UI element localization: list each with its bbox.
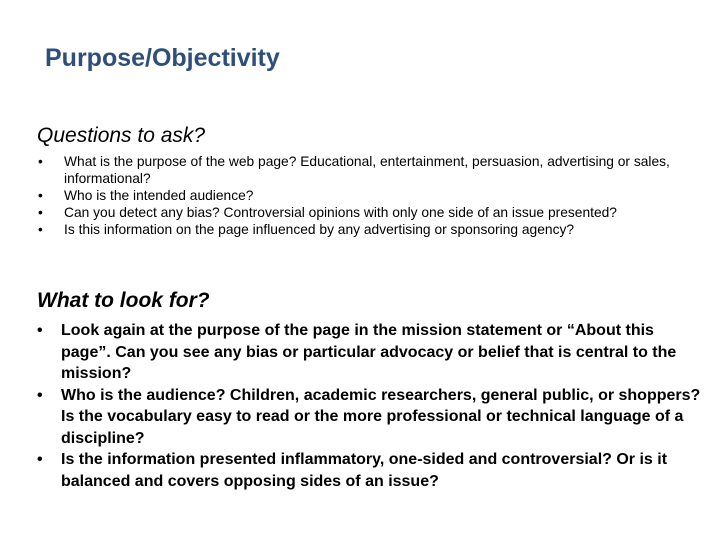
questions-list <box>38 153 713 238</box>
list-item-text: Who is the intended audience? <box>64 188 254 203</box>
list-item-text: Can you detect any bias? Controversial opinions with only one side of an issue presented? <box>64 205 617 220</box>
list-item <box>38 204 713 221</box>
bullet-icon: • <box>37 386 43 404</box>
slide-title: Purpose/Objectivity <box>45 44 280 72</box>
list-item-text: Look again at the purpose of the page in the mission statement or “About this page”. Can you see any bias or particular advocacy or belief that is central to the mission? <box>61 322 677 382</box>
list-item <box>37 320 707 385</box>
list-item-text: Is the information presented inflammatory, one-sided and controversial? Or is it balanced and covers opposing sides of an issue? <box>61 451 668 490</box>
list-item-text: Is this information on the page influenced by any advertising or sponsoring agency? <box>64 222 575 237</box>
look-for-list <box>37 320 707 492</box>
list-item-text: What is the purpose of the web page? Educational, entertainment, persuasion, advertising or sales, informational? <box>64 154 670 186</box>
bullet-icon: • <box>37 322 43 339</box>
list-item <box>37 385 707 450</box>
list-item <box>38 221 713 238</box>
bullet-icon: • <box>38 188 43 203</box>
section-heading-questions: Questions to ask? <box>37 124 206 147</box>
bullet-icon: • <box>37 451 43 468</box>
section-heading-look-for: What to look for? <box>37 289 210 312</box>
bullet-icon: • <box>38 205 43 220</box>
list-item <box>38 153 713 187</box>
list-item <box>38 187 713 204</box>
bullet-icon: • <box>38 222 43 237</box>
bullet-icon: • <box>38 154 43 169</box>
list-item-text: Who is the audience? Children, academic researchers, general public, or shoppers? Is the vocabulary easy to read or the more professional or technical language of a discipline? <box>61 386 701 447</box>
list-item <box>37 449 707 492</box>
